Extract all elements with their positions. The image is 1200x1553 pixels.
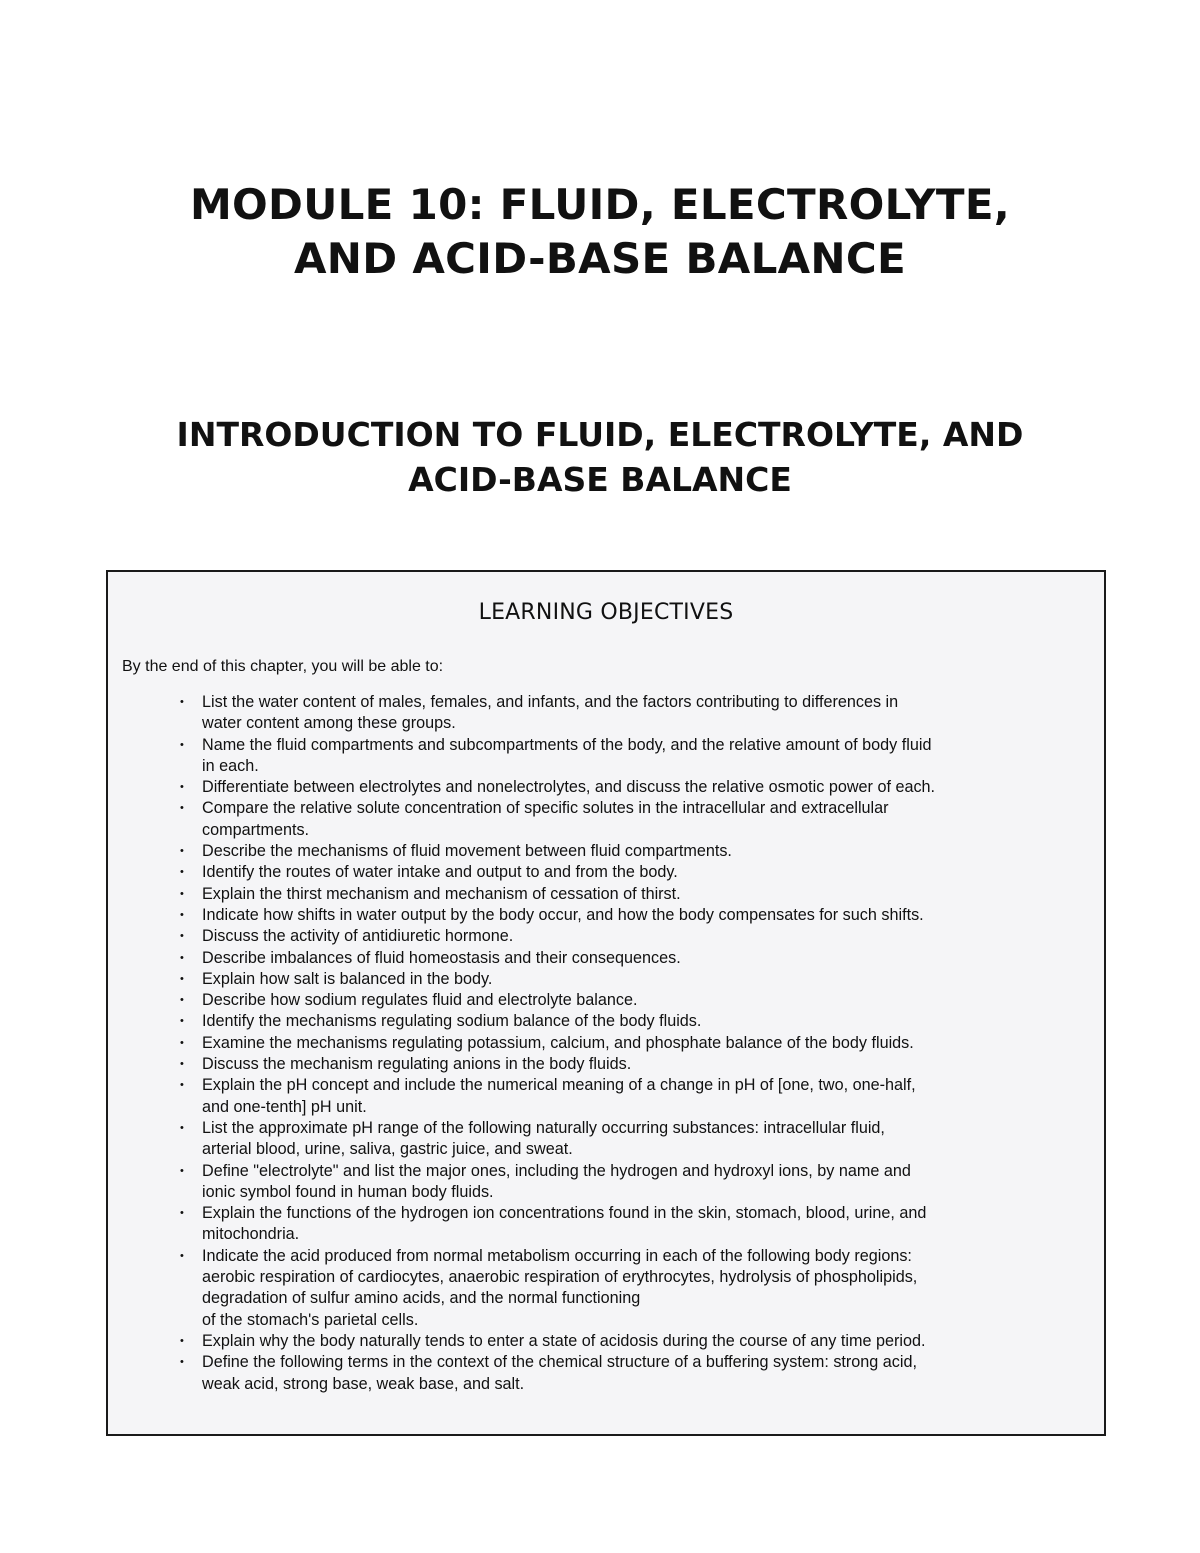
objective-item: • Compare the relative solute concentration of specific solutes in the intracellular and extracellular compartments. bbox=[180, 798, 1100, 841]
objective-item: • Describe how sodium regulates fluid and electrolyte balance. bbox=[180, 990, 1100, 1011]
section-title bbox=[0, 412, 1200, 502]
objective-item: • Indicate the acid produced from normal metabolism occurring in each of the following body regions: aerobic respiration of cardiocytes, anaerobic respiration of erythrocytes, hydrolysis of phospholipids, degradation of sulfur amino acids, and the normal functioning of the stomach's parietal cells. bbox=[180, 1246, 1100, 1331]
learning-objectives-heading: LEARNING OBJECTIVES bbox=[478, 600, 734, 625]
objective-item: • Examine the mechanisms regulating potassium, calcium, and phosphate balance of the body fluids. bbox=[180, 1033, 1100, 1054]
objective-item: • Explain the pH concept and include the numerical meaning of a change in pH of [one, two, one-half, and one-tenth] pH unit. bbox=[180, 1075, 1100, 1118]
objective-item: • Explain the functions of the hydrogen ion concentrations found in the skin, stomach, blood, urine, and mitochondria. bbox=[180, 1203, 1100, 1246]
objective-item: • Explain the thirst mechanism and mechanism of cessation of thirst. bbox=[180, 884, 1100, 905]
objective-item: • List the approximate pH range of the following naturally occurring substances: intracellular fluid, arterial blood, urine, saliva, gastric juice, and sweat. bbox=[180, 1118, 1100, 1161]
objective-item: • Discuss the mechanism regulating anions in the body fluids. bbox=[180, 1054, 1100, 1075]
learning-objectives-box bbox=[106, 570, 1106, 1436]
objective-item: • Describe the mechanisms of fluid movement between fluid compartments. bbox=[180, 841, 1100, 862]
objective-item: • Identify the mechanisms regulating sodium balance of the body fluids. bbox=[180, 1011, 1100, 1032]
objective-item: • Explain how salt is balanced in the body. bbox=[180, 969, 1100, 990]
objective-item: • Indicate how shifts in water output by the body occur, and how the body compensates for such shifts. bbox=[180, 905, 1100, 926]
objective-item: • List the water content of males, females, and infants, and the factors contributing to differences in water content among these groups. bbox=[180, 692, 1100, 735]
objective-item: • Identify the routes of water intake and output to and from the body. bbox=[180, 862, 1100, 883]
module-title-line-1: MODULE 10: FLUID, ELECTROLYTE, bbox=[189, 180, 1011, 229]
objective-item: • Define "electrolyte" and list the major ones, including the hydrogen and hydroxyl ions, by name and ionic symbol found in human body fluids. bbox=[180, 1161, 1100, 1204]
objective-item: • Define the following terms in the context of the chemical structure of a buffering system: strong acid, weak acid, strong base, weak base, and salt. bbox=[180, 1352, 1100, 1395]
section-title-line-1: INTRODUCTION TO FLUID, ELECTROLYTE, AND bbox=[176, 415, 1024, 454]
objectives-intro: By the end of this chapter, you will be able to: bbox=[122, 658, 444, 675]
module-title bbox=[0, 178, 1200, 286]
module-title-line-2: AND ACID-BASE BALANCE bbox=[294, 234, 906, 283]
objective-item: • Explain why the body naturally tends to enter a state of acidosis during the course of any time period. bbox=[180, 1331, 1100, 1352]
objective-item: • Differentiate between electrolytes and nonelectrolytes, and discuss the relative osmotic power of each. bbox=[180, 777, 1100, 798]
objective-item: • Discuss the activity of antidiuretic hormone. bbox=[180, 926, 1100, 947]
objective-item: • Describe imbalances of fluid homeostasis and their consequences. bbox=[180, 948, 1100, 969]
objective-item: • Name the fluid compartments and subcompartments of the body, and the relative amount of body fluid in each. bbox=[180, 735, 1100, 778]
objectives-list bbox=[180, 692, 1100, 1395]
section-title-line-2: ACID-BASE BALANCE bbox=[408, 460, 792, 499]
